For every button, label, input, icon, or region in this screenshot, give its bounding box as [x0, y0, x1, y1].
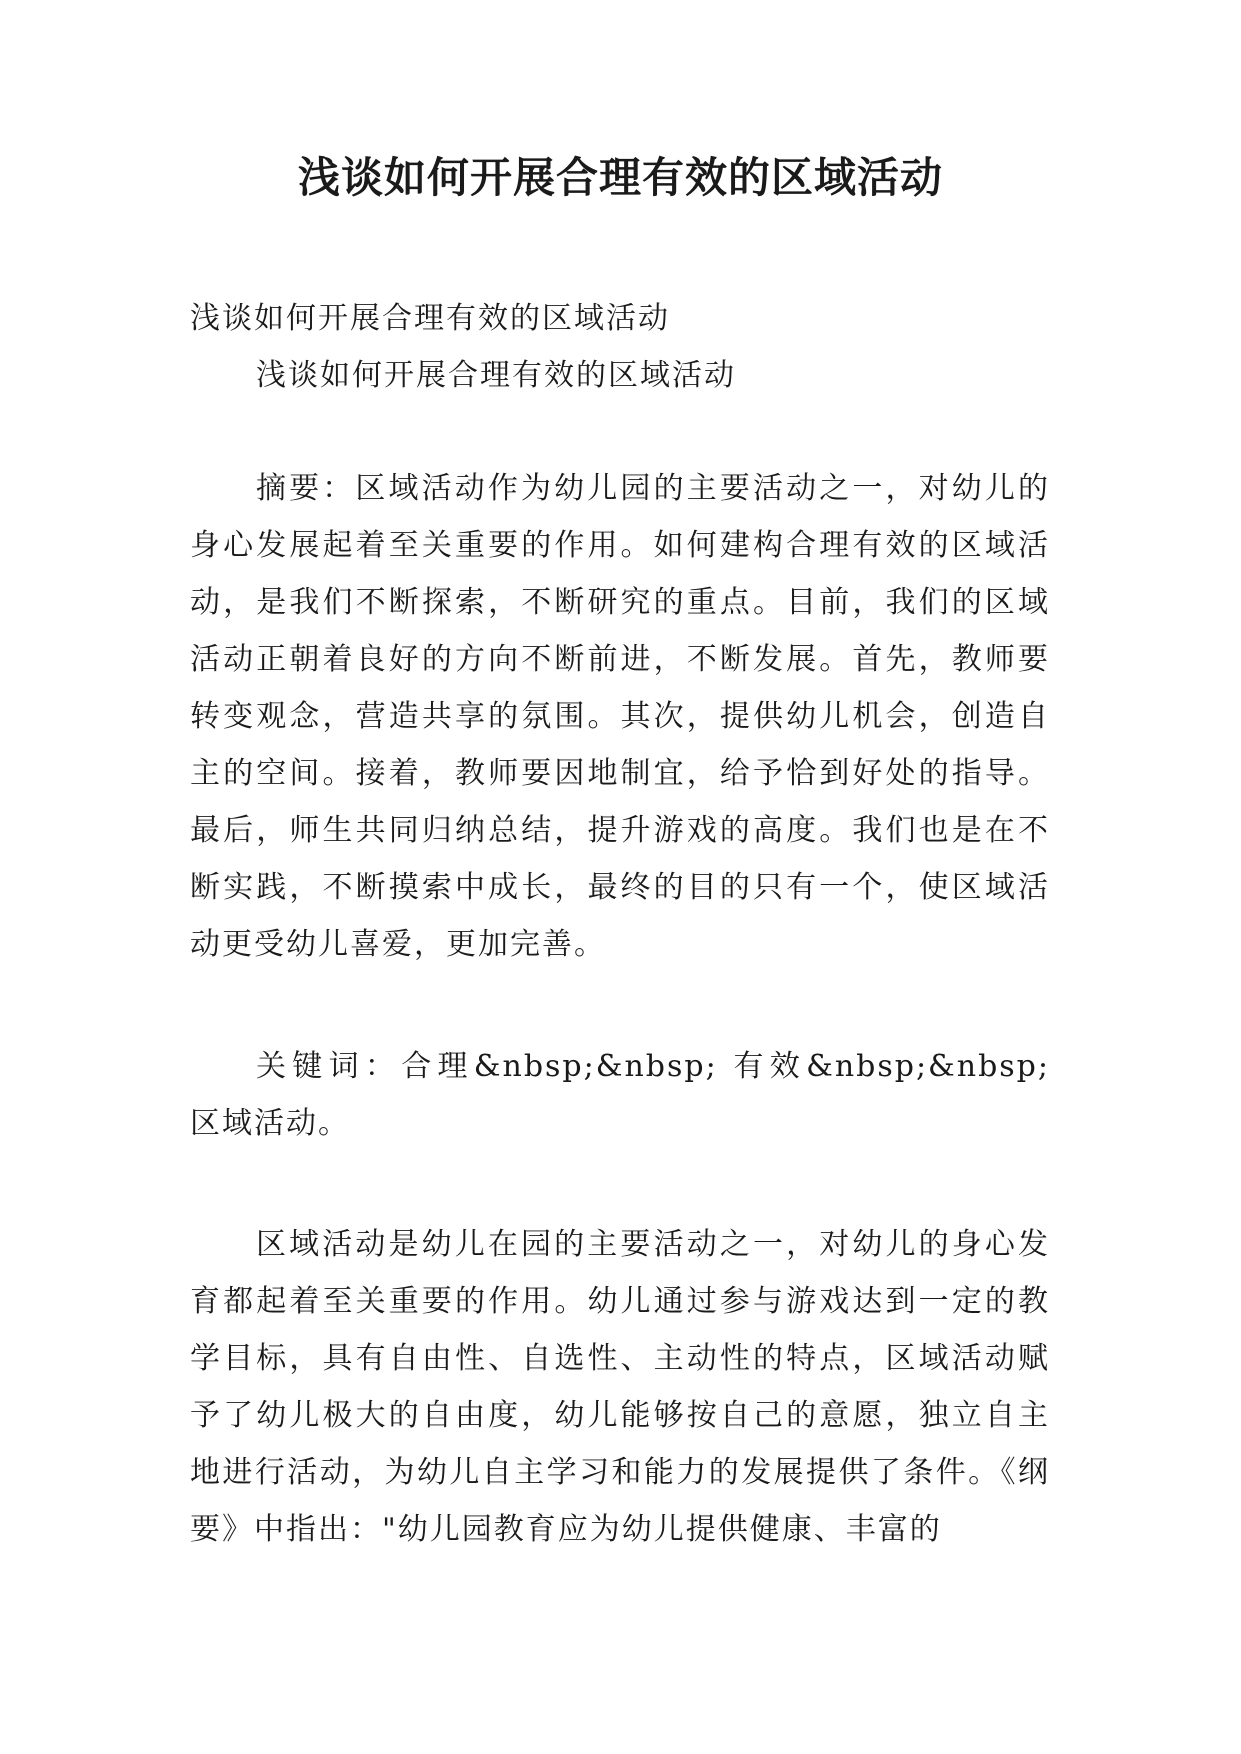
subtitle-line-1: 浅谈如何开展合理有效的区域活动 — [190, 301, 670, 336]
body-paragraph: 区域活动是幼儿在园的主要活动之一，对幼儿的身心发育都起着至关重要的作用。幼儿通过参与游戏达到一定的教学目标，具有自由性、自选性、主动性的特点，区域活动赋予了幼儿极大的自由度，幼儿能够按自己的意愿，独立自主地进行活动，为幼儿自主学习和能力的发展提供了条件。《纲要》中指出："幼儿园教育应为幼儿提供健康、丰富的 — [190, 1227, 1050, 1547]
keywords-paragraph: 关键词：合理&nbsp;&nbsp; 有效&nbsp;&nbsp; 区域活动。 — [190, 1049, 1050, 1141]
subtitle-line-2: 浅谈如何开展合理有效的区域活动 — [256, 358, 736, 393]
document-title: 浅谈如何开展合理有效的区域活动 — [297, 153, 943, 202]
abstract-paragraph: 摘要：区域活动作为幼儿园的主要活动之一，对幼儿的身心发展起着至关重要的作用。如何建构合理有效的区域活动，是我们不断探索，不断研究的重点。目前，我们的区域活动正朝着良好的方向不断前进，不断发展。首先，教师要转变观念，营造共享的氛围。其次，提供幼儿机会，创造自主的空间。接着，教师要因地制宜，给予恰到好处的指导。最后，师生共同归纳总结，提升游戏的高度。我们也是在不断实践，不断摸索中成长，最终的目的只有一个，使区域活动更受幼儿喜爱，更加完善。 — [190, 471, 1050, 962]
